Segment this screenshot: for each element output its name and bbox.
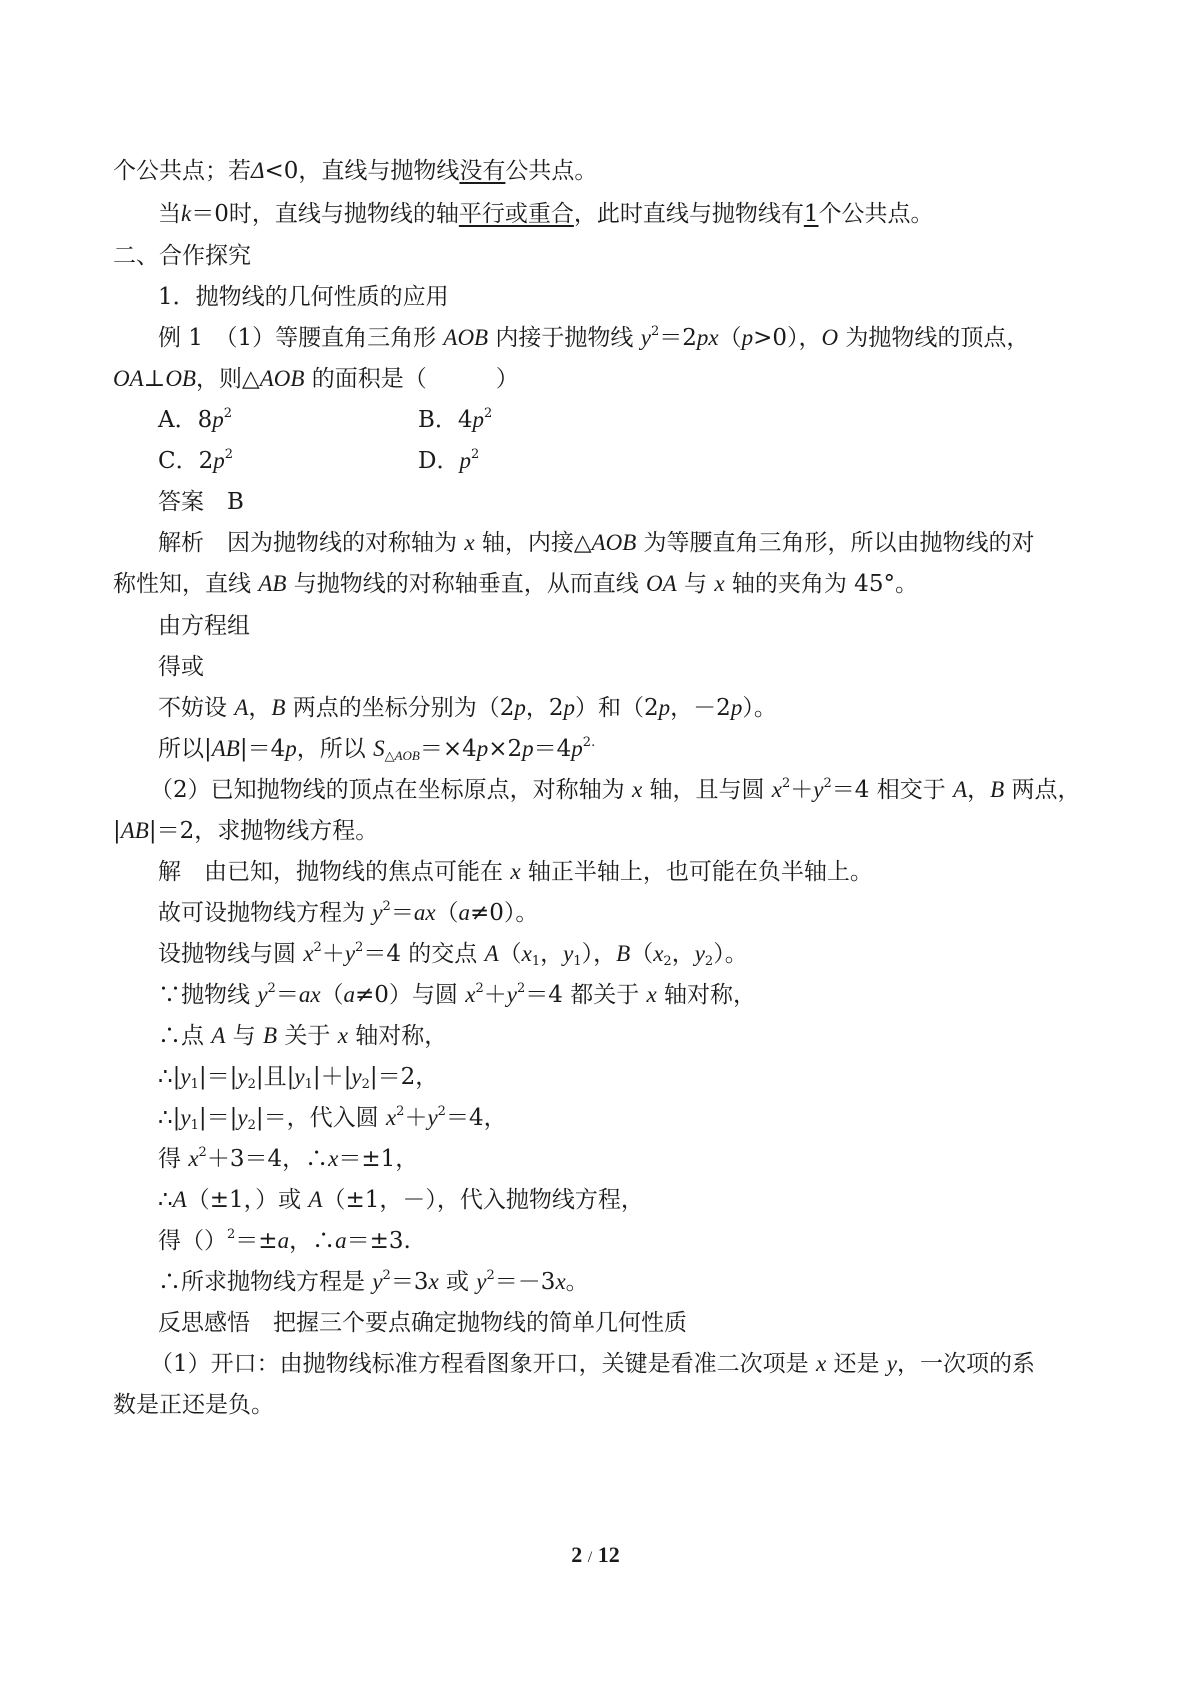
example-1-part2-cont: |AB|＝2，求抛物线方程。 (113, 818, 379, 844)
analysis-line-6: 所以|AB|＝4p，所以 $S_{\triangle AOB}=\times 4p\times 2p=4p^{2.}$ (158, 735, 596, 764)
solution-line-2: 故可设抛物线方程为 $y^2=ax(a\ne 0)$。 (158, 899, 539, 926)
current-page: 2 (571, 1542, 583, 1567)
solution-line-11: ∴所求抛物线方程是 $y^2=3x$ 或 $y^2=-3x$。 (158, 1268, 589, 1295)
solution-line-6: $\therefore|y_1|=|y_2|$且$|y_1|+|y_2|=2$， (158, 1064, 439, 1092)
total-pages: 12 (597, 1542, 620, 1567)
section-heading: 二、合作探究 (113, 243, 251, 269)
reflection-line-1: （1）开口：由抛物线标准方程看图象开口，关键是看准二次项是 x 还是 y，一次项的系 (150, 1351, 1036, 1377)
text-line-2: 当k＝0时，直线与抛物线的轴平行或重合，此时直线与抛物线有1个公共点。 (158, 201, 934, 227)
solution-line-1: 解 由已知，抛物线的焦点可能在 x 轴正半轴上，也可能在负半轴上。 (158, 859, 873, 885)
example-1-question: 例 1 （1）等腰直角三角形 AOB 内接于抛物线 $y^2=2px(p>0)$，O 为抛物线的顶点， (158, 324, 1030, 351)
text-line-1: 个公共点；若Δ<0，直线与抛物线没有公共点。 (113, 158, 598, 184)
analysis-line-4: 得或 (158, 654, 204, 680)
option-c: C．$2p^2$ (158, 447, 234, 474)
solution-line-9: ∴A（±1，）或 A（±1，－），代入抛物线方程， (158, 1187, 644, 1213)
solution-line-4: ∵抛物线 $y^2=ax(a\ne 0)$与圆 $x^2+y^2=4$ 都关于 x 轴对称， (158, 981, 757, 1008)
analysis-line-5: 不妨设 A，B 两点的坐标分别为（2p，2p）和（2p，－2p）。 (158, 695, 777, 721)
analysis-line-1: 解析 因为抛物线的对称轴为 x 轴，内接△AOB 为等腰直角三角形，所以由抛物线的对 (158, 530, 1035, 556)
subsection-heading: 1．抛物线的几何性质的应用 (158, 284, 449, 310)
solution-line-10: 得（）$^2$＝±a，∴a＝±3. (158, 1227, 411, 1254)
page-number (0, 1542, 1191, 1568)
solution-line-7: $\therefore|y_1|=|y_2|=$，代入圆 $x^2+y^2=4$， (158, 1104, 507, 1133)
solution-line-8: 得 $x^2+3=4$，∴x＝±1， (158, 1145, 419, 1172)
option-b: B．$4p^2$ (418, 406, 493, 433)
reflection-heading: 反思感悟 把握三个要点确定抛物线的简单几何性质 (158, 1310, 687, 1336)
answer: 答案 B (158, 489, 244, 515)
page-separator: / (587, 1549, 593, 1566)
analysis-line-2: 称性知，直线 AB 与抛物线的对称轴垂直，从而直线 OA 与 x 轴的夹角为 45°。 (113, 571, 918, 597)
reflection-line-2: 数是正还是负。 (113, 1392, 274, 1418)
solution-line-3: 设抛物线与圆 $x^2+y^2=4$ 的交点 $A(x_1$，$y_1$），$B(x_2$，$y_2$）。 (158, 940, 748, 969)
example-1-part2: （2）已知抛物线的顶点在坐标原点，对称轴为 x 轴，且与圆 $x^2+y^2=4$ 相交于 A，B 两点， (150, 776, 1081, 803)
solution-line-5: ∴点 A 与 B 关于 x 轴对称， (158, 1023, 448, 1049)
analysis-line-3: 由方程组 (158, 613, 250, 639)
option-a: A．$8p^2$ (158, 406, 233, 433)
example-1-question-cont: OA⊥OB，则△AOB 的面积是（ ） (113, 366, 519, 392)
option-d: D．$p^2$ (418, 447, 480, 474)
